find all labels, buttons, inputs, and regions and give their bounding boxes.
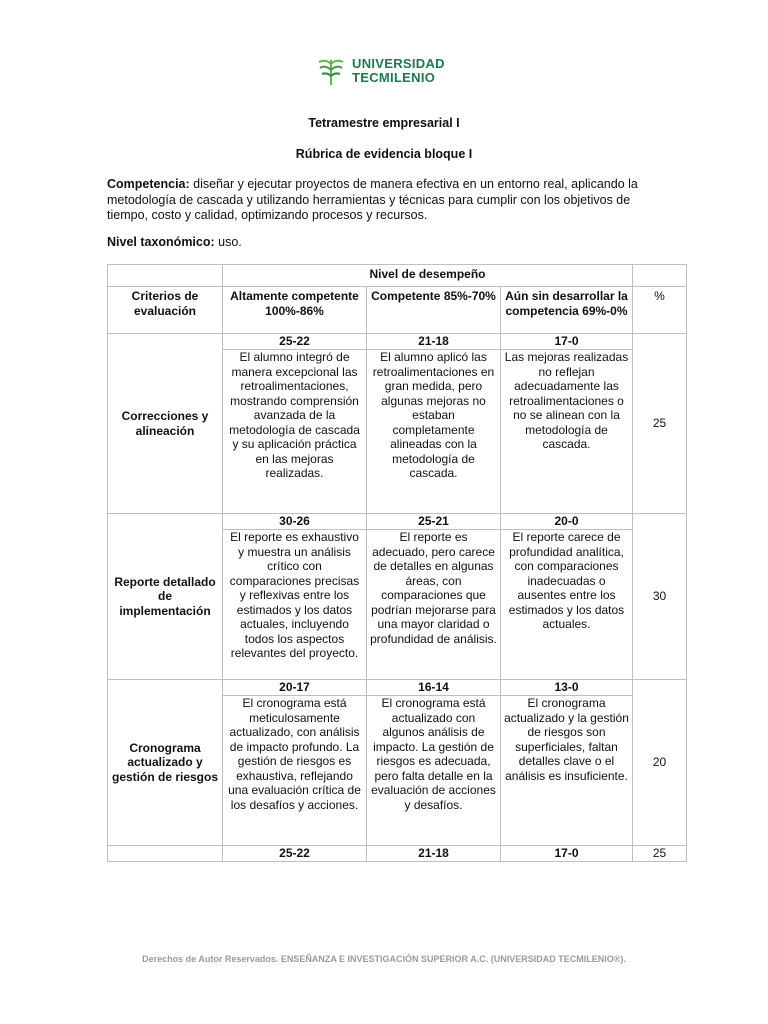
score-cell: 13-0 xyxy=(501,680,633,696)
high-level-header: Altamente competente 100%-86% xyxy=(223,287,367,334)
percent-header: % xyxy=(633,287,687,334)
criterion-cell xyxy=(108,846,223,862)
empty-percent-cell xyxy=(633,265,687,287)
nivel-desempeno-header: Nivel de desempeño xyxy=(223,265,633,287)
table-row xyxy=(108,334,687,350)
nivel-label: Nivel taxonómico: xyxy=(107,235,215,249)
score-cell: 30-26 xyxy=(223,514,367,530)
group-header-row xyxy=(108,265,687,287)
criterion-cell: Cronograma actualizado y gestión de riesgos xyxy=(108,680,223,846)
score-cell: 16-14 xyxy=(367,680,501,696)
percent-cell: 20 xyxy=(633,680,687,846)
document-subtitle: Rúbrica de evidencia bloque I xyxy=(295,147,473,161)
competencia-paragraph xyxy=(107,177,667,224)
criteria-header: Criterios de evaluación xyxy=(108,287,223,334)
percent-cell: 30 xyxy=(633,514,687,680)
table-row xyxy=(108,514,687,530)
competencia-label: Competencia: xyxy=(107,177,190,191)
table-row xyxy=(108,680,687,696)
score-cell: 21-18 xyxy=(367,846,501,862)
table-row xyxy=(108,846,687,862)
logo-line1: UNIVERSIDAD xyxy=(352,56,445,71)
nivel-paragraph xyxy=(107,235,667,251)
description-cell: El cronograma está meticulosamente actualizado, con análisis de impacto profundo. La gestión de riesgos es exhaustiva, reflejando una evaluación crítica de los desafíos y acciones. xyxy=(223,696,367,846)
criterion-cell: Correcciones y alineación xyxy=(108,334,223,514)
criterion-cell: Reporte detallado de implementación xyxy=(108,514,223,680)
document-title: Tetramestre empresarial I xyxy=(308,116,460,130)
percent-cell: 25 xyxy=(633,334,687,514)
score-cell: 21-18 xyxy=(367,334,501,350)
university-logo xyxy=(318,56,445,86)
low-level-header: Aún sin desarrollar la competencia 69%-0% xyxy=(501,287,633,334)
copyright-footer: Derechos de Autor Reservados. ENSEÑANZA E INVESTIGACIÓN SUPERIOR A.C. (UNIVERSIDAD TECMILENIO®). xyxy=(142,954,626,964)
description-cell: El alumno integró de manera excepcional las retroalimentaciones, mostrando comprensión avanzada de la metodología de cascada y su aplicación práctica en las mejoras realizadas. xyxy=(223,350,367,514)
score-cell: 17-0 xyxy=(501,334,633,350)
empty-corner-cell xyxy=(108,265,223,287)
mid-level-header: Competente 85%-70% xyxy=(367,287,501,334)
description-cell: El cronograma está actualizado con algunos análisis de impacto. La gestión de riesgos es adecuada, pero falta detalle en la evaluación de acciones y desafíos. xyxy=(367,696,501,846)
description-cell: El cronograma actualizado y la gestión de riesgos son superficiales, faltan detalles clave o el análisis es insuficiente. xyxy=(501,696,633,846)
description-cell: El reporte es adecuado, pero carece de detalles en algunas áreas, con comparaciones que podrían mejorarse para una mayor claridad o profundidad de análisis. xyxy=(367,530,501,680)
nivel-text: uso. xyxy=(214,235,242,249)
description-cell: Las mejoras realizadas no reflejan adecuadamente las retroalimentaciones o no se alinean con la metodología de cascada. xyxy=(501,350,633,514)
score-cell: 25-22 xyxy=(223,846,367,862)
logo-line2: TECMILENIO xyxy=(352,70,436,85)
tecmilenio-leaf-icon xyxy=(318,56,344,86)
column-header-row xyxy=(108,287,687,334)
competencia-text: diseñar y ejecutar proyectos de manera efectiva en un entorno real, aplicando la metodología de cascada y utilizando herramientas y técnicas para cumplir con los objetivos de tiempo, costo y calidad, optimizando procesos y recursos. xyxy=(107,177,638,222)
score-cell: 20-0 xyxy=(501,514,633,530)
score-cell: 25-21 xyxy=(367,514,501,530)
percent-cell: 25 xyxy=(633,846,687,862)
description-cell: El reporte carece de profundidad analítica, con comparaciones inadecuadas o ausentes entre los estimados y los datos actuales. xyxy=(501,530,633,680)
score-cell: 20-17 xyxy=(223,680,367,696)
description-cell: El alumno aplicó las retroalimentaciones en gran medida, pero algunas mejoras no estaban completamente alineadas con la metodología de cascada. xyxy=(367,350,501,514)
description-cell: El reporte es exhaustivo y muestra un análisis crítico con comparaciones precisas y reflexivas entre los estimados y los datos actuales, incluyendo todos los aspectos relevantes del proyecto. xyxy=(223,530,367,680)
rubric-table xyxy=(107,264,687,862)
score-cell: 25-22 xyxy=(223,334,367,350)
score-cell: 17-0 xyxy=(501,846,633,862)
